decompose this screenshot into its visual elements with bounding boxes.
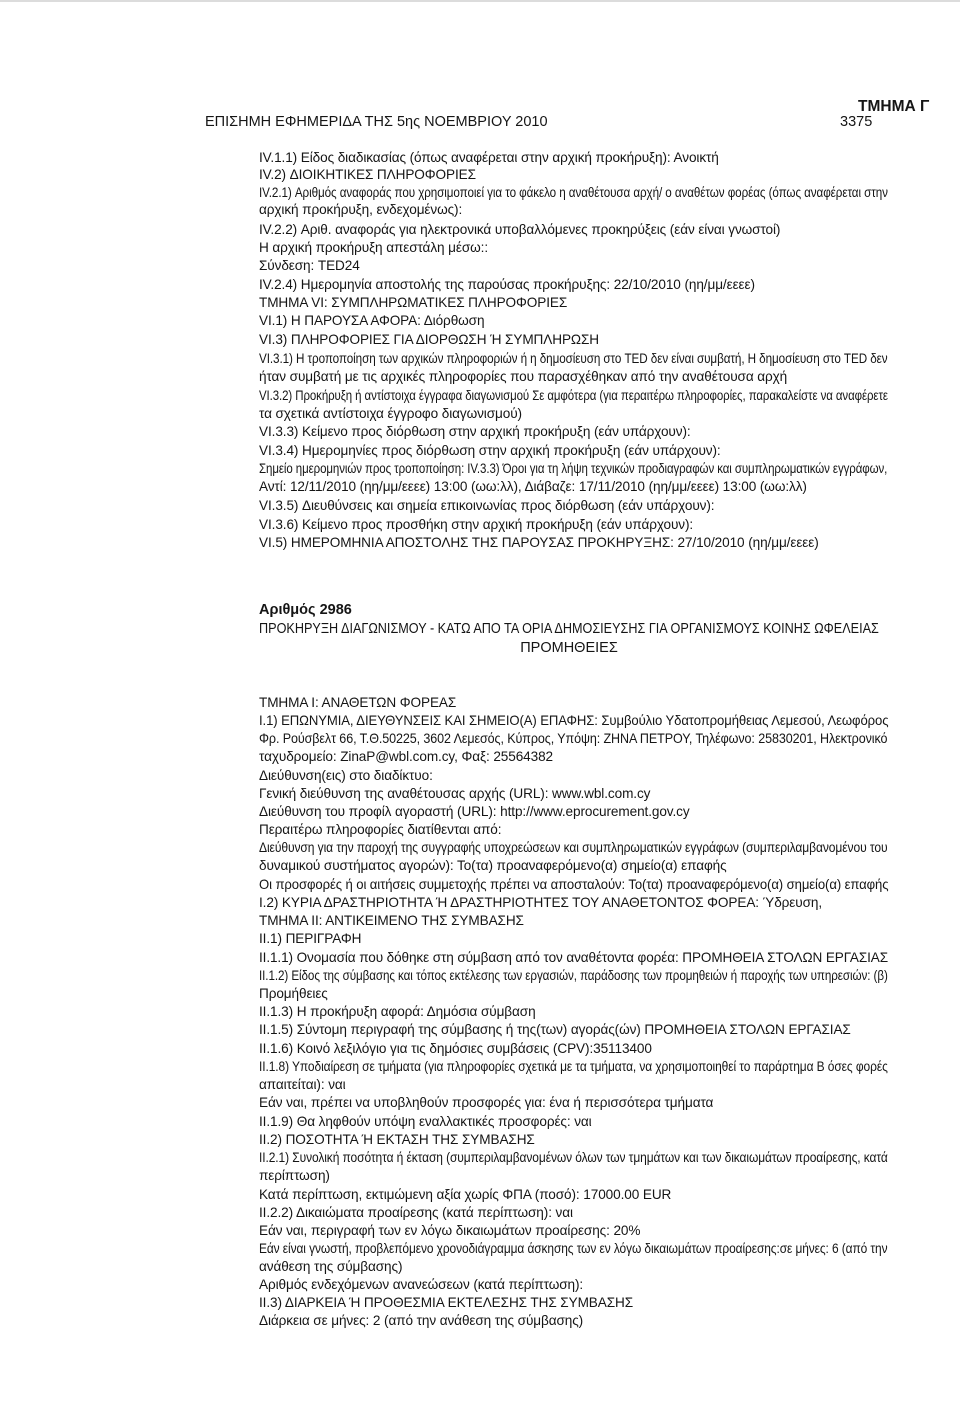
correction-line: VI.3.1) Η τροποποίηση των αρχικών πληροφοριών ή η δημοσίευση στο TED δεν είναι συμβατή, Η δημοσίευση στο TED δεν bbox=[259, 351, 888, 366]
tender-line: Διάρκεια σε μήνες: 2 (από την ανάθεση της σύμβασης) bbox=[259, 1313, 584, 1328]
correction-line: VI.3) ΠΛΗΡΟΦΟΡΙΕΣ ΓΙΑ ΔΙΟΡΘΩΣΗ Ή ΣΥΜΠΛΗΡΩΣΗ bbox=[259, 332, 600, 347]
correction-line: Σημείο ημερομηνιών προς τροποποίηση: IV.3.3) Όροι για τη λήψη τεχνικών προδιαγραφών και συμπληρωματικών εγγράφων, bbox=[259, 461, 888, 476]
tender-line: ΤΜΗΜΑ Ι: ΑΝΑΘΕΤΩΝ ΦΟΡΕΑΣ bbox=[259, 695, 457, 710]
correction-line: IV.2.2) Αριθ. αναφοράς για ηλεκτρονικά υποβαλλόμενες προκηρύξεις (εάν είναι γνωστοί) bbox=[259, 222, 781, 237]
correction-line: ήταν συμβατή με τις αρχικές πληροφορίες που παρασχέθηκαν από την αναθέτουσα αρχή bbox=[259, 369, 788, 384]
notice-title: ΠΡΟΚΗΡΥΞΗ ΔΙΑΓΩΝΙΣΜΟΥ - ΚΑΤΩ ΑΠΟ ΤΑ ΟΡΙΑ ΔΗΜΟΣΙΕΥΣΗΣ ΓΙΑ ΟΡΓΑΝΙΣΜΟΥΣ ΚΟΙΝΗΣ ΩΦΕΛΕΙΑΣ bbox=[259, 621, 879, 637]
correction-line: VI.3.6) Κείμενο προς προσθήκη στην αρχική προκήρυξη (εάν υπάρχουν): bbox=[259, 517, 694, 532]
page-number: 3375 bbox=[840, 114, 873, 130]
tender-line: απαιτείται): ναι bbox=[259, 1077, 346, 1092]
correction-line: Η αρχική προκήρυξη απεστάλη μέσω:: bbox=[259, 240, 489, 255]
tender-line: Διεύθυνση(εις) στο διαδίκτυο: bbox=[259, 768, 433, 783]
tender-line: ΙΙ.2) ΠΟΣΟΤΗΤΑ Ή ΕΚΤΑΣΗ ΤΗΣ ΣΥΜΒΑΣΗΣ bbox=[259, 1132, 535, 1147]
correction-line: Σύνδεση: TED24 bbox=[259, 258, 360, 273]
tender-line: Ι.1) ΕΠΩΝΥΜΙΑ, ΔΙΕΥΘΥΝΣΕΙΣ ΚΑΙ ΣΗΜΕΙΟ(Α) ΕΠΑΦΗΣ: Συμβούλιο Υδατοπρομήθειας Λεμεσού, Λεωφόρος bbox=[259, 713, 889, 728]
tender-line: Γενική διεύθυνση της αναθέτουσας αρχής (URL): www.wbl.com.cy bbox=[259, 786, 651, 801]
tender-line: Διεύθυνση του προφίλ αγοραστή (URL): http://www.eprocurement.gov.cy bbox=[259, 804, 690, 819]
tender-line: Οι προσφορές ή οι αιτήσεις συμμετοχής πρέπει να αποσταλούν: Το(τα) προαναφερόμενο(α) σημείο(α) επαφής bbox=[259, 877, 889, 892]
tender-line: Διεύθυνση για την παροχή της συγγραφής υποχρεώσεων και συμπληρωματικών εγγράφων (συμπεριλαμβανομένου του bbox=[259, 840, 888, 855]
notice-title-line2: ΠΡΟΜΗΘΕΙΕΣ bbox=[520, 640, 618, 656]
gazette-header: ΕΠΙΣΗΜΗ ΕΦΗΜΕΡΙΔΑ ΤΗΣ 5ης ΝΟΕΜΒΡΙΟΥ 2010 bbox=[205, 114, 548, 130]
notice-number: Αριθμός 2986 bbox=[259, 602, 352, 618]
correction-line: VI.3.2) Προκήρυξη ή αντίστοιχα έγγραφα διαγωνισμού Σε αμφότερα (για περαιτέρω πληροφορίες, παρακαλείστε να αναφέρετε bbox=[259, 388, 888, 403]
correction-line: αρχική προκήρυξη, ενδεχομένως): bbox=[259, 202, 463, 217]
tender-line: Κατά περίπτωση, εκτιμώμενη αξία χωρίς ΦΠΑ (ποσό): 17000.00 EUR bbox=[259, 1187, 672, 1202]
tender-line: Περαιτέρω πληροφορίες διατίθενται από: bbox=[259, 822, 502, 837]
tender-line: ΙΙ.1.2) Είδος της σύμβασης και τόπος εκτέλεσης των εργασιών, παράδοσης των προμηθειών ή παροχής των υπηρεσιών: (β) bbox=[259, 968, 888, 983]
correction-line: VI.3.4) Ημερομηνίες προς διόρθωση στην αρχική προκήρυξη (εάν υπάρχουν): bbox=[259, 443, 721, 458]
tender-line: Εάν ναι, περιγραφή των εν λόγω δικαιωμάτων προαίρεσης: 20% bbox=[259, 1223, 641, 1238]
tender-line: περίπτωση) bbox=[259, 1168, 330, 1183]
tender-line: ΙΙ.1.8) Υποδιαίρεση σε τμήματα (για πληροφορίες σχετικά με τα τμήματα, να χρησιμοποιηθεί το παράρτημα Β όσες φορές bbox=[259, 1059, 888, 1074]
correction-line: IV.2.4) Ημερομηνία αποστολής της παρούσας προκήρυξης: 22/10/2010 (ηη/μμ/εεεε) bbox=[259, 277, 755, 292]
tender-line: ΙΙ.1.5) Σύντομη περιγραφή της σύμβασης ή της(των) αγοράς(ών) ΠΡΟΜΗΘΕΙΑ ΣΤΟΛΩΝ ΕΡΓΑΣΙΑΣ bbox=[259, 1022, 851, 1037]
tender-line: ΙΙ.1.3) Η προκήρυξη αφορά: Δημόσια σύμβαση bbox=[259, 1004, 536, 1019]
tender-line: ΙΙ.2.2) Δικαιώματα προαίρεσης (κατά περίπτωση): ναι bbox=[259, 1205, 573, 1220]
tender-line: ΙΙ.1) ΠΕΡΙΓΡΑΦΗ bbox=[259, 931, 362, 946]
correction-line: Αντί: 12/11/2010 (ηη/μμ/εεεε) 13:00 (ωω:λλ), Διάβαζε: 17/11/2010 (ηη/μμ/εεεε) 13:00 (ωω:λλ) bbox=[259, 479, 807, 494]
correction-line: ΤΜΗΜΑ VI: ΣΥΜΠΛΗΡΩΜΑΤΙΚΕΣ ΠΛΗΡΟΦΟΡΙΕΣ bbox=[259, 295, 568, 310]
tender-line: ΙΙ.1.1) Ονομασία που δόθηκε στη σύμβαση από τον αναθέτοντα φορέα: ΠΡΟΜΗΘΕΙΑ ΣΤΟΛΩΝ ΕΡΓΑΣΙΑΣ bbox=[259, 950, 888, 965]
correction-line: IV.2.1) Αριθμός αναφοράς που χρησιμοποιεί για το φάκελο η αναθέτουσα αρχή/ ο αναθέτων φορέας (όπως αναφέρεται στην bbox=[259, 185, 888, 200]
tender-line: ΤΜΗΜΑ ΙΙ: ΑΝΤΙΚΕΙΜΕΝΟ ΤΗΣ ΣΥΜΒΑΣΗΣ bbox=[259, 913, 524, 928]
correction-line: VI.1) Η ΠΑΡΟΥΣΑ ΑΦΟΡΑ: Διόρθωση bbox=[259, 313, 485, 328]
tender-line: ΙΙ.1.9) Θα ληφθούν υπόψη εναλλακτικές προσφορές: ναι bbox=[259, 1114, 592, 1129]
tender-line: ανάθεση της σύμβασης) bbox=[259, 1259, 403, 1274]
tender-line: Ι.2) ΚΥΡΙΑ ΔΡΑΣΤΗΡΙΟΤΗΤΑ Ή ΔΡΑΣΤΗΡΙΟΤΗΤΕΣ ΤΟΥ ΑΝΑΘΕΤΟΝΤΟΣ ΦΟΡΕΑ: Ύδρευση, bbox=[259, 895, 823, 910]
tender-line: ΙΙ.1.6) Κοινό λεξιλόγιο για τις δημόσιες συμβάσεις (CPV):35113400 bbox=[259, 1041, 652, 1056]
tender-line: Αριθμός ενδεχόμενων ανανεώσεων (κατά περίπτωση): bbox=[259, 1277, 584, 1292]
scan-edge-line bbox=[0, 0, 960, 2]
correction-line: VI.3.3) Κείμενο προς διόρθωση στην αρχική προκήρυξη (εάν υπάρχουν): bbox=[259, 424, 691, 439]
section-mark: ΤΜΗΜΑ Γ bbox=[858, 98, 930, 115]
tender-line: Εάν ναι, πρέπει να υποβληθούν προσφορές για: ένα ή περισσότερα τμήματα bbox=[259, 1095, 714, 1110]
tender-line: δυναμικού συστήματος αγορών): Το(τα) προαναφερόμενο(α) σημείο(α) επαφής bbox=[259, 858, 727, 873]
correction-line: τα σχετικά αντίστοιχα έγγροφο διαγωνισμού) bbox=[259, 406, 522, 421]
correction-line: IV.2) ΔΙΟΙΚΗΤΙΚΕΣ ΠΛΗΡΟΦΟΡΙΕΣ bbox=[259, 167, 476, 182]
tender-line: Εάν είναι γνωστή, προβλεπόμενο χρονοδιάγραμμα άσκησης των εν λόγω δικαιωμάτων προαίρεσης:σε μήνες: 6 (από την bbox=[259, 1241, 888, 1256]
tender-line: ταχυδρομείο: ZinaP@wbl.com.cy, Φαξ: 25564382 bbox=[259, 749, 553, 764]
correction-line: VI.3.5) Διευθύνσεις και σημεία επικοινωνίας προς διόρθωση (εάν υπάρχουν): bbox=[259, 498, 715, 513]
tender-line: ΙΙ.3) ΔΙΑΡΚΕΙΑ Ή ΠΡΟΘΕΣΜΙΑ ΕΚΤΕΛΕΣΗΣ ΤΗΣ ΣΥΜΒΑΣΗΣ bbox=[259, 1295, 634, 1310]
tender-line: ΙΙ.2.1) Συνολική ποσότητα ή έκταση (συμπεριλαμβανομένων όλων των τμημάτων και των δικαιωμάτων προαίρεσης, κατά bbox=[259, 1150, 888, 1165]
correction-line: VI.5) ΗΜΕΡΟΜΗΝΙΑ ΑΠΟΣΤΟΛΗΣ ΤΗΣ ΠΑΡΟΥΣΑΣ ΠΡΟΚΗΡΥΞΗΣ: 27/10/2010 (ηη/μμ/εεεε) bbox=[259, 535, 819, 550]
correction-line: IV.1.1) Είδος διαδικασίας (όπως αναφέρεται στην αρχική προκήρυξη): Ανοικτή bbox=[259, 150, 719, 165]
tender-line: Φρ. Ρούσβελτ 66, Τ.Θ.50225, 3602 Λεμεσός, Κύπρος, Υπόψη: ΖΗΝΑ ΠΕΤΡΟΥ, Τηλέφωνο: 25830201, Ηλεκτρονικό bbox=[259, 731, 888, 746]
tender-line: Προμήθειες bbox=[259, 986, 328, 1001]
